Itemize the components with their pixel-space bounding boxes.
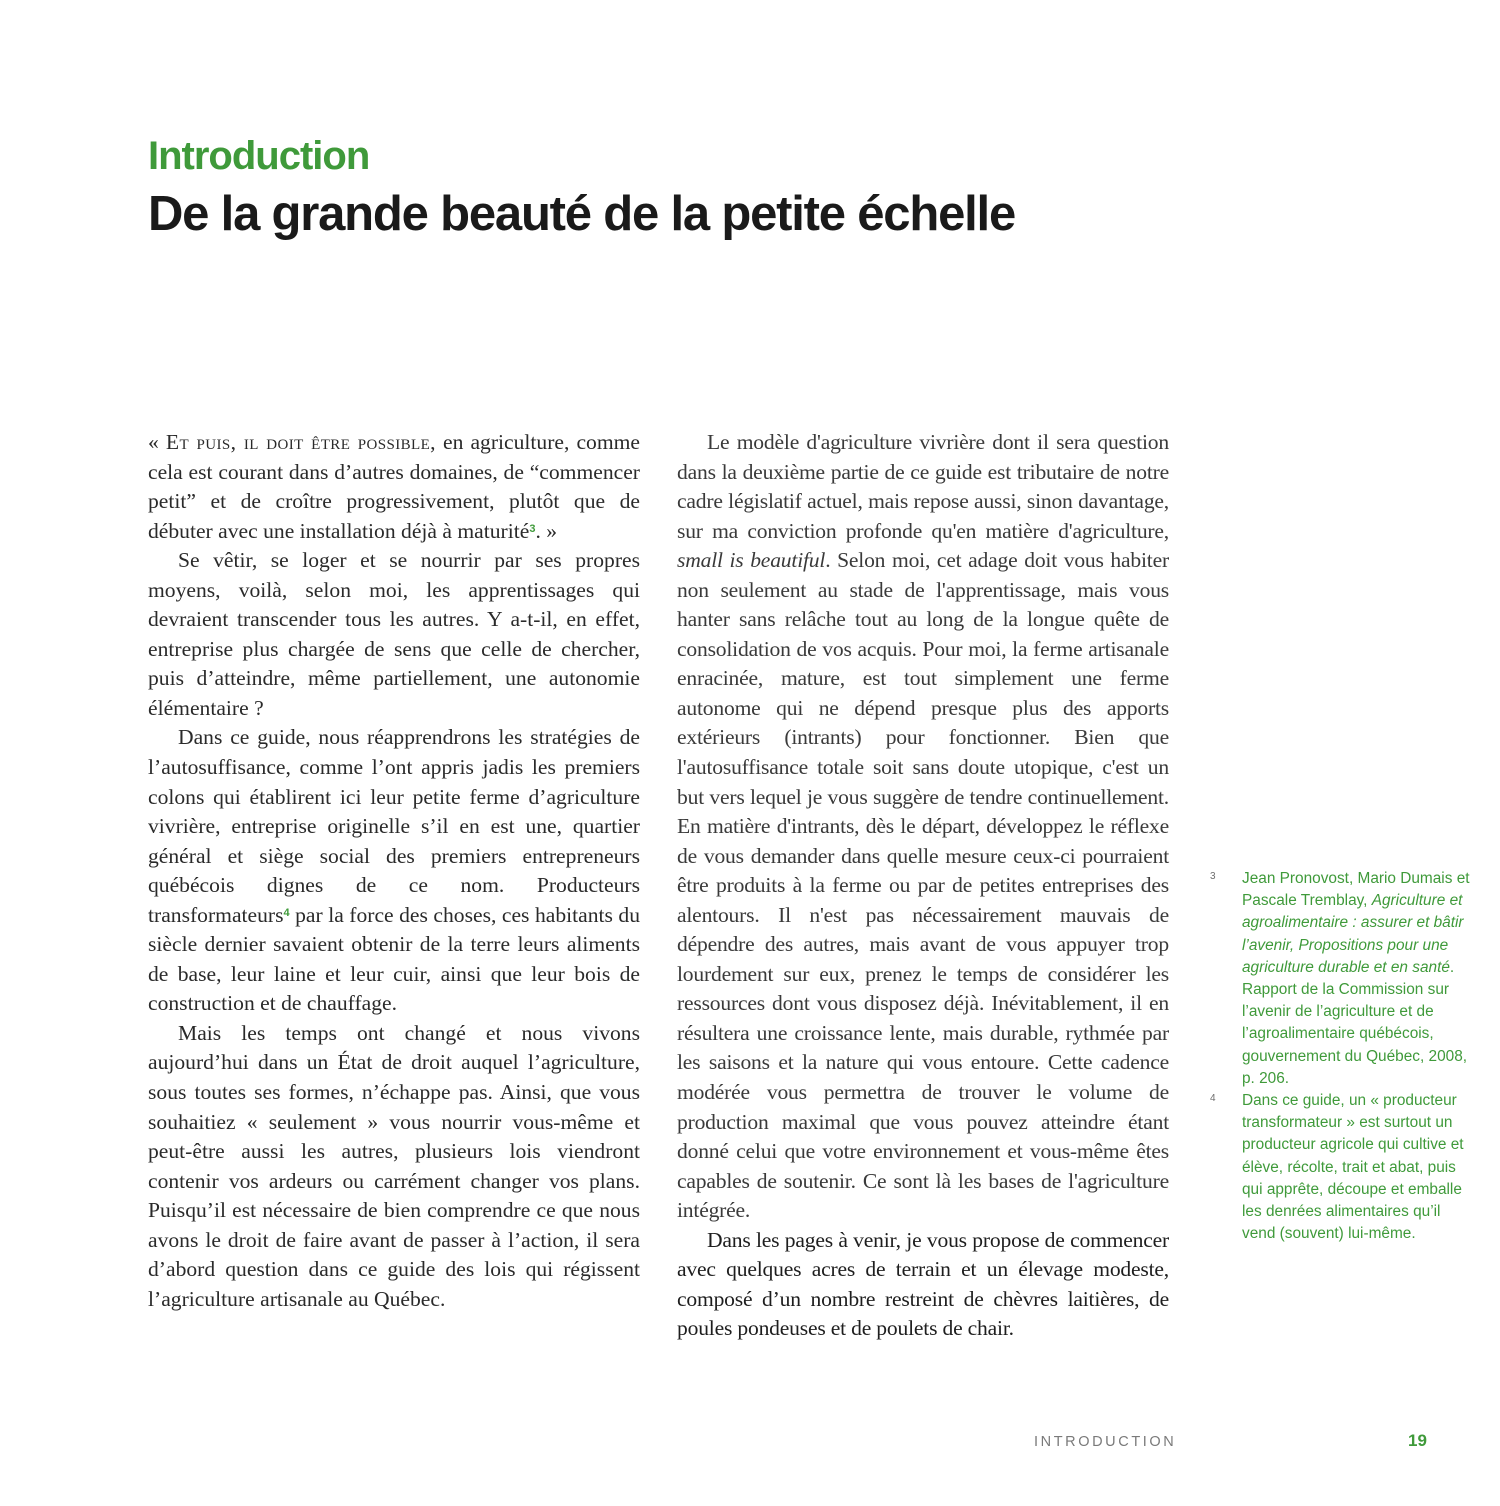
footnote-number: 3 [1210,871,1216,882]
footnote-ref-4[interactable]: 4 [283,906,290,919]
footnote-text [1242,868,1470,1090]
quote-close: . » [535,518,558,543]
paragraph-proposal: Dans les pages à venir, je vous propose de commencer avec quelques acres de terrain et un élevage modeste, composé d’un nombre restreint de chèvres laitières, de poules pondeuses et de poulets de chair. [677,1227,1169,1341]
paragraph-law: Mais les temps ont changé et nous vivons aujourd’hui dans un État de droit auquel l’agriculture, sous toutes ses formes, n’échappe pas. Ainsi, que vous souhaitiez « seulement » vous nourrir vous-même et peut-être aussi les autres, plusieurs lois viendront contenir vos ardeurs ou carrément changer vos plans. Puisqu’il est nécessaire de bien comprendre ce que nous avons le droit de faire avant de passer à l’action, il sera d’abord question dans ce guide des lois qui régissent l’agriculture artisanale au Québec. [148,1020,640,1311]
paragraph-model-text-a: Le modèle d'agriculture vivrière dont il sera question dans la deuxième partie de ce guide est tributaire de notre cadre législatif actuel, mais repose aussi, sinon davantage, sur ma conviction profonde qu'en matière d'agriculture, [677,430,1169,543]
footnote-number: 4 [1210,1093,1216,1105]
paragraph-strategies-text-b: par la force des choses, ces habitants du siècle dernier savaient obtenir de la terre leurs aliments de base, leur laine et leur cuir, ainsi que leur bois de construction et de chauffage. [148,902,640,1016]
section-kicker: Introduction [148,134,370,178]
paragraph-model-text-b: . Selon moi, cet adage doit vous habiter non seulement au stade de l'apprentissage, mais vous hanter sans relâche tout au long de la longue quête de consolidation de vos acquis. Pour moi, la ferme artisanale enracinée, mature, est tout simplement une ferme autonome qui ne dépend presque plus des apports extérieurs (intrants) pour fonctionner. Bien que l'autosuffisance totale soit sans doute utopique, c'est un but vers lequel je vous suggère de tendre continuellement. En matière d'intrants, dès le départ, développez le réflexe de vous demander dans quelle mesure ceux-ci pourraient être produits à la ferme ou par de petites entreprises des alentours. Il n'est pas nécessairement mauvais de dépendre des autres, mais avant de vous appuyer trop lourdement sur eux, prenez le temps de considérer les ressources dont vous disposez déjà. Inévitablement, il en résultera une croissance lente, mais durable, rythmée par les saisons et la nature qui vous entoure. Cette cadence modérée vous permettra de trouver le volume de production maximal que vous pouvez atteindre étant donné celui que votre environnement et vous-même êtes capables de soutenir. Ce sont là les bases de l'agriculture intégrée. [677,548,1169,1223]
quote-text: en agriculture, comme cela est courant dans d’autres domaines, de “commencer petit” et de croître progressivement, plutôt que de débuter avec une installation déjà à maturité [148,430,640,543]
quote-open: « [148,430,166,454]
page-title: De la grande beauté de la petite échelle [148,187,1015,241]
paragraph-strategies-text-a: Dans ce guide, nous réapprendrons les stratégies de l’autosuffisance, comme l’ont appris jadis les premiers colons qui établirent ici leur petite ferme d’agriculture vivrière, entreprise originelle s’il en est une, quartier général et siège social des premiers entrepreneurs québécois dignes de ce nom. Producteurs transformateurs [148,725,640,927]
running-head: INTRODUCTION [1034,1434,1177,1450]
footnote-text-authors: Jean Pronovost, Mario Dumais et Pascale Tremblay, [1242,870,1470,910]
footnotes [1210,868,1470,1245]
footnote-text-title: Agriculture et agroalimentaire : assurer et bâtir l’avenir, Propositions pour une agriculture durable et en santé [1242,892,1464,976]
paragraph-self-sufficiency: Se vêtir, se loger et se nourrir par ses propres moyens, voilà, selon moi, les apprentissages qui devraient transcender tous les autres. Y a-t-il, en effet, entreprise plus chargée de sens que celle de chercher, puis d’atteindre, même partiellement, une autonomie élémentaire ? [148,548,640,720]
footnote-3 [1210,868,1470,1090]
opening-quote [148,428,640,546]
small-is-beautiful-emphasis: small is beautiful [677,548,826,573]
footnote-ref-3[interactable]: 3 [529,522,536,535]
paragraph-model [677,428,1169,1226]
left-column [148,428,640,1314]
right-column [677,428,1169,1344]
footnote-text-source: . Rapport de la Commission sur l’avenir de l’agriculture et de l’agroalimentaire québécois, gouvernement du Québec, 2008, p. 206. [1242,958,1468,1087]
quote-smallcaps: Et puis, il doit être possible, [165,430,436,454]
footnote-4 [1210,1090,1470,1245]
page-number: 19 [1408,1431,1427,1450]
footnote-text: Dans ce guide, un « producteur transformateur » est surtout un producteur agricole qui cultive et élève, récolte, trait et abat, puis qui apprête, découpe et emballe les denrées alimentaires qu’il vend (souvent) lui-même. [1242,1092,1464,1243]
paragraph-strategies [148,723,640,1018]
